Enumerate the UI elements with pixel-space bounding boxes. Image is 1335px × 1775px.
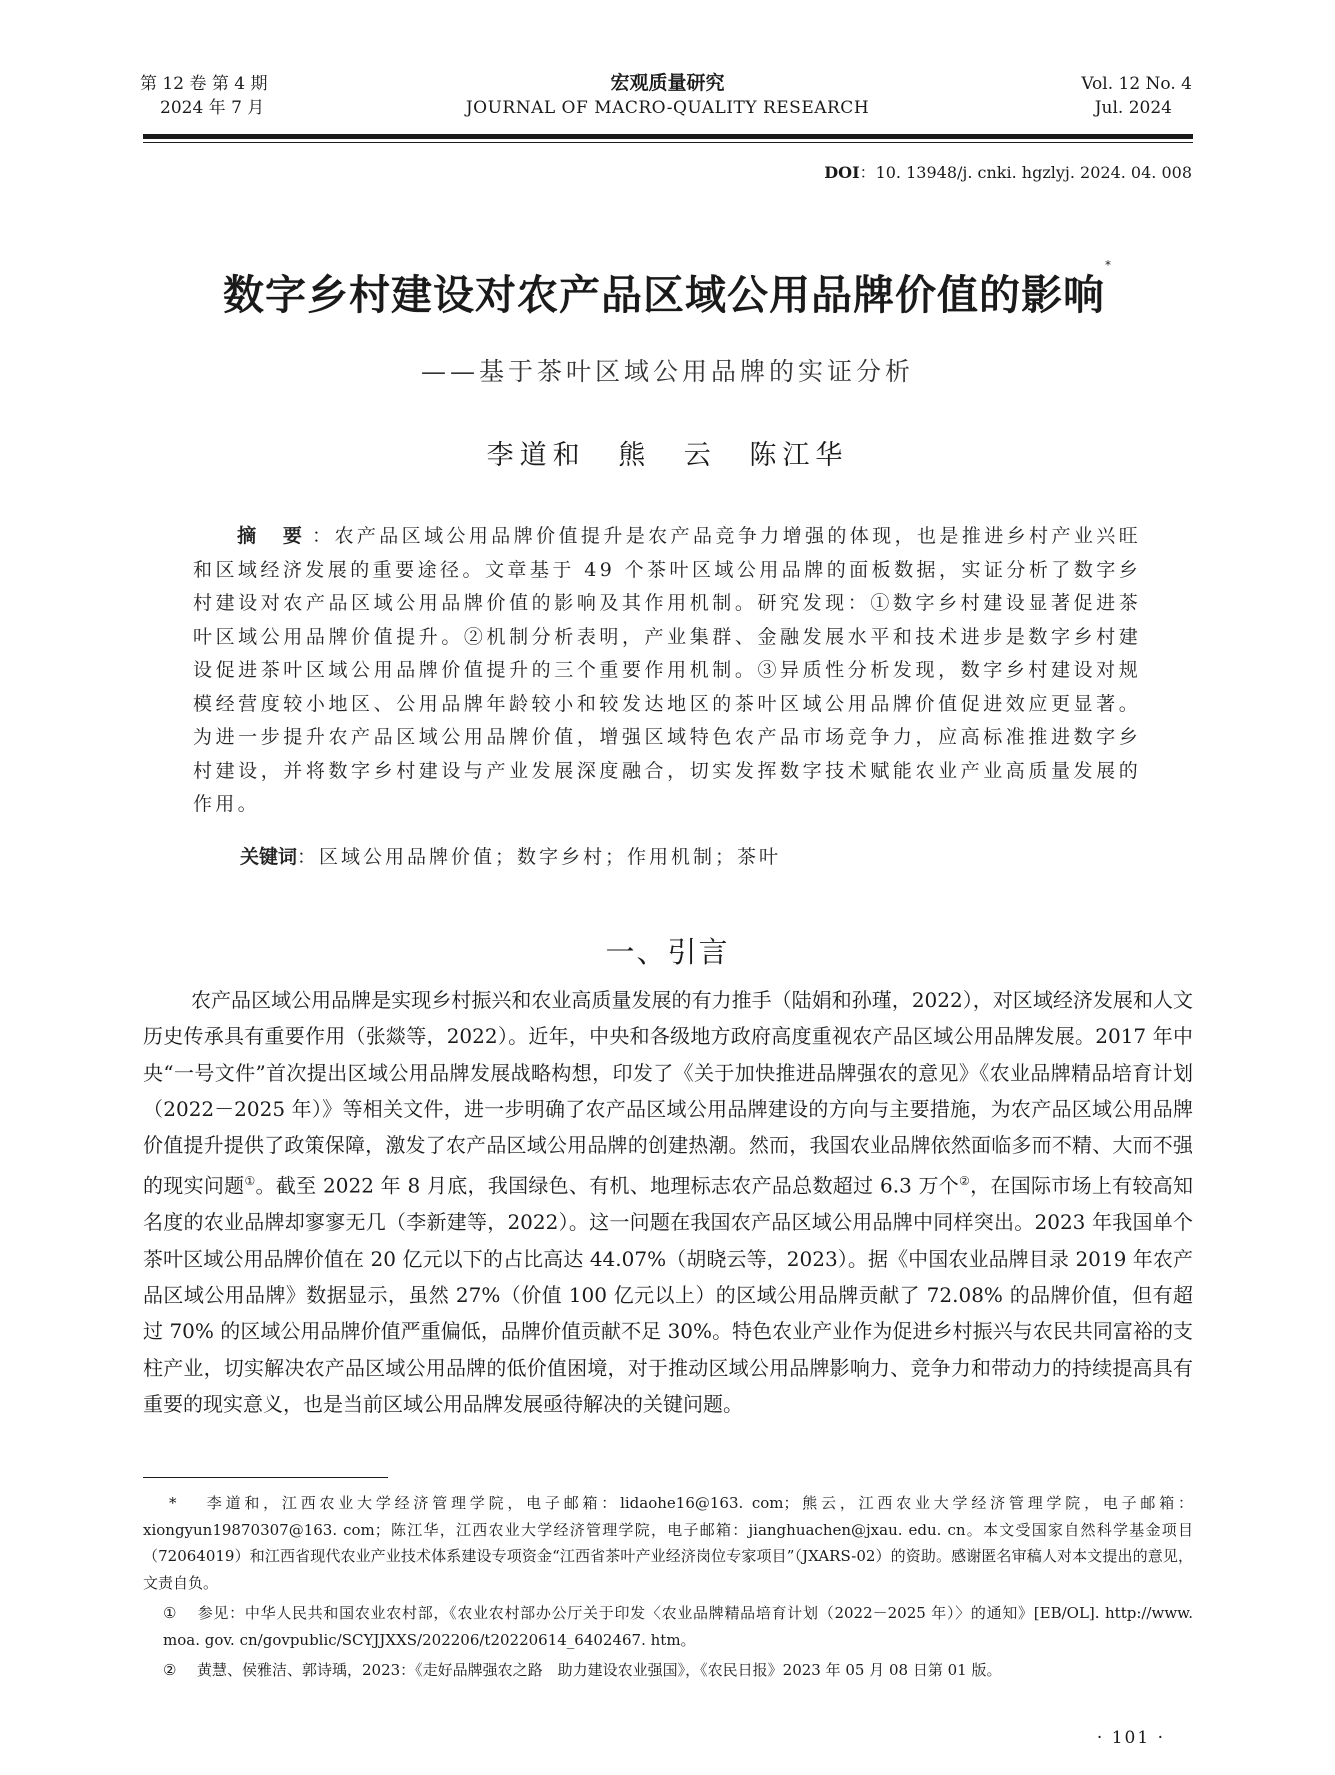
header-rule-thin: [143, 142, 1193, 143]
paper-title: [0, 258, 1335, 321]
section-heading: 一、引言: [605, 935, 730, 969]
paper-subtitle: ——基于茶叶区域公用品牌的实证分析: [420, 357, 914, 386]
intro-paragraph: [143, 982, 1193, 1422]
footnotes: [143, 1490, 1193, 1688]
journal-volume-en: [1081, 72, 1192, 120]
header-rule-thick: [143, 134, 1193, 139]
date-en: Jul. 2024: [1094, 98, 1172, 118]
title-footnote-mark: *: [1105, 258, 1112, 272]
paper-authors: 李道和 熊 云 陈江华: [486, 440, 849, 471]
intro-text-part1: 农产品区域公用品牌是实现乡村振兴和农业高质量发展的有力推手（陆娟和孙瑾，2022），对区域经济发展和人文历史传承具有重要作用（张燚等，2022）。近年，中央和各级地方政府高度重视农产品区域公用品牌发展。2017 年中央“一号文件”首次提出区域公用品牌发展战略构想，印发了《关于加快推进品牌强农的意见》《农业品牌精品培育计划（2022－2025 年）》等相关文件，进一步明确了农产品区域公用品牌建设的方向与主要措施，为农产品区域公用品牌价值提升提供了政策保障，激发了农产品区域公用品牌的创建热潮。然而，我国农业品牌依然面临多而不精、大而不强的现实问题: [143, 988, 1193, 1199]
abstract: [193, 520, 1141, 822]
volume-issue-en: Vol. 12 No. 4: [1081, 74, 1192, 94]
footnote-2-mark: ①: [163, 1604, 177, 1622]
footnote-2-text: 参见：中华人民共和国农业农村部，《农业农村部办公厅关于印发〈农业品牌精品培育计划（2022－2025 年）〉的通知》[EB/OL]. http://www. moa. gov. cn/govpublic/SCYJJXXS/202206/t20220614_6402467. htm。: [163, 1604, 1193, 1649]
footnote-1: [143, 1490, 1193, 1596]
page-number: · 101 ·: [1096, 1728, 1165, 1748]
doi-label: DOI: [824, 163, 860, 182]
journal-name-en: JOURNAL OF MACRO-QUALITY RESEARCH: [465, 98, 870, 118]
volume-issue-cn: 第 12 卷 第 4 期: [140, 74, 268, 94]
footnote-1-text: 李道和，江西农业大学经济管理学院，电子邮箱：lidaohe16@163. com；熊云，江西农业大学经济管理学院，电子邮箱：xiongyun19870307@163. com；陈江华，江西农业大学经济管理学院，电子邮箱：jianghuachen@jxau. edu. cn。本文受国家自然科学基金项目（72064019）和江西省现代农业产业技术体系建设专项资金“江西省茶叶产业经济岗位专家项目”（JXARS-02）的资助。感谢匿名审稿人对本文提出的意见，文责自负。: [143, 1494, 1193, 1592]
footnote-ref-2[interactable]: ②: [959, 1174, 971, 1189]
intro-text-part2: 。截至 2022 年 8 月底，我国绿色、有机、地理标志农产品总数超过 6.3 万个: [255, 1174, 960, 1199]
footnote-rule: [143, 1477, 388, 1478]
footnote-3-mark: ②: [163, 1661, 177, 1679]
footnote-1-mark: *: [169, 1494, 177, 1512]
paper-title-text: 数字乡村建设对农产品区域公用品牌价值的影响: [223, 271, 1105, 319]
keywords: [240, 842, 781, 869]
intro-text-part3: ，在国际市场上有较高知名度的农业品牌却寥寥无几（李新建等，2022）。这一问题在我国农产品区域公用品牌中同样突出。2023 年我国单个茶叶区域公用品牌价值在 20 亿元以下的占比高达 44.07%（胡晓云等，2023）。据《中国农业品牌目录 2019 年农产品区域公用品牌》数据显示，虽然 27%（价值 100 亿元以上）的区域公用品牌贡献了 72.08% 的品牌价值，但有超过 70% 的区域公用品牌价值严重偏低，品牌价值贡献不足 30%。特色农业产业作为促进乡村振兴与农民共同富裕的支柱产业，切实解决农产品区域公用品牌的低价值困境，对于推动区域公用品牌影响力、竞争力和带动力的持续提高具有重要的现实意义，也是当前区域公用品牌发展亟待解决的关键问题。: [143, 1174, 1194, 1416]
doi: [824, 160, 1192, 183]
footnote-ref-1[interactable]: ①: [244, 1174, 256, 1189]
date-cn: 2024 年 7 月: [160, 98, 265, 118]
keywords-text: ：区域公用品牌价值；数字乡村；作用机制；茶叶: [297, 846, 782, 868]
abstract-text: ：农产品区域公用品牌价值提升是农产品竞争力增强的体现，也是推进乡村产业兴旺和区域经济发展的重要途径。文章基于 49 个茶叶区域公用品牌的面板数据，实证分析了数字乡村建设对农产品区域公用品牌价值的影响及其作用机制。研究发现：①数字乡村建设显著促进茶叶区域公用品牌价值提升。②机制分析表明，产业集群、金融发展水平和技术进步是数字乡村建设促进茶叶区域公用品牌价值提升的三个重要作用机制。③异质性分析发现，数字乡村建设对规模经营度较小地区、公用品牌年龄较小和较发达地区的茶叶区域公用品牌价值促进效应更显著。为进一步提升农产品区域公用品牌价值，增强区域特色农产品市场竞争力，应高标准推进数字乡村建设，并将数字乡村建设与产业发展深度融合，切实发挥数字技术赋能农业产业高质量发展的作用。: [193, 525, 1141, 815]
footnote-3: [143, 1657, 1193, 1684]
keywords-label: 关键词: [240, 846, 298, 868]
journal-name-cn: 宏观质量研究: [610, 72, 725, 94]
doi-value: ：10. 13948/j. cnki. hgzlyj. 2024. 04. 008: [859, 163, 1192, 182]
footnote-2: [143, 1600, 1193, 1653]
footnote-3-text: 黄慧、侯雅洁、郭诗瑀，2023：《走好品牌强农之路 助力建设农业强国》，《农民日报》2023 年 05 月 08 日第 01 版。: [197, 1661, 1002, 1679]
abstract-label: 摘 要: [237, 525, 313, 547]
